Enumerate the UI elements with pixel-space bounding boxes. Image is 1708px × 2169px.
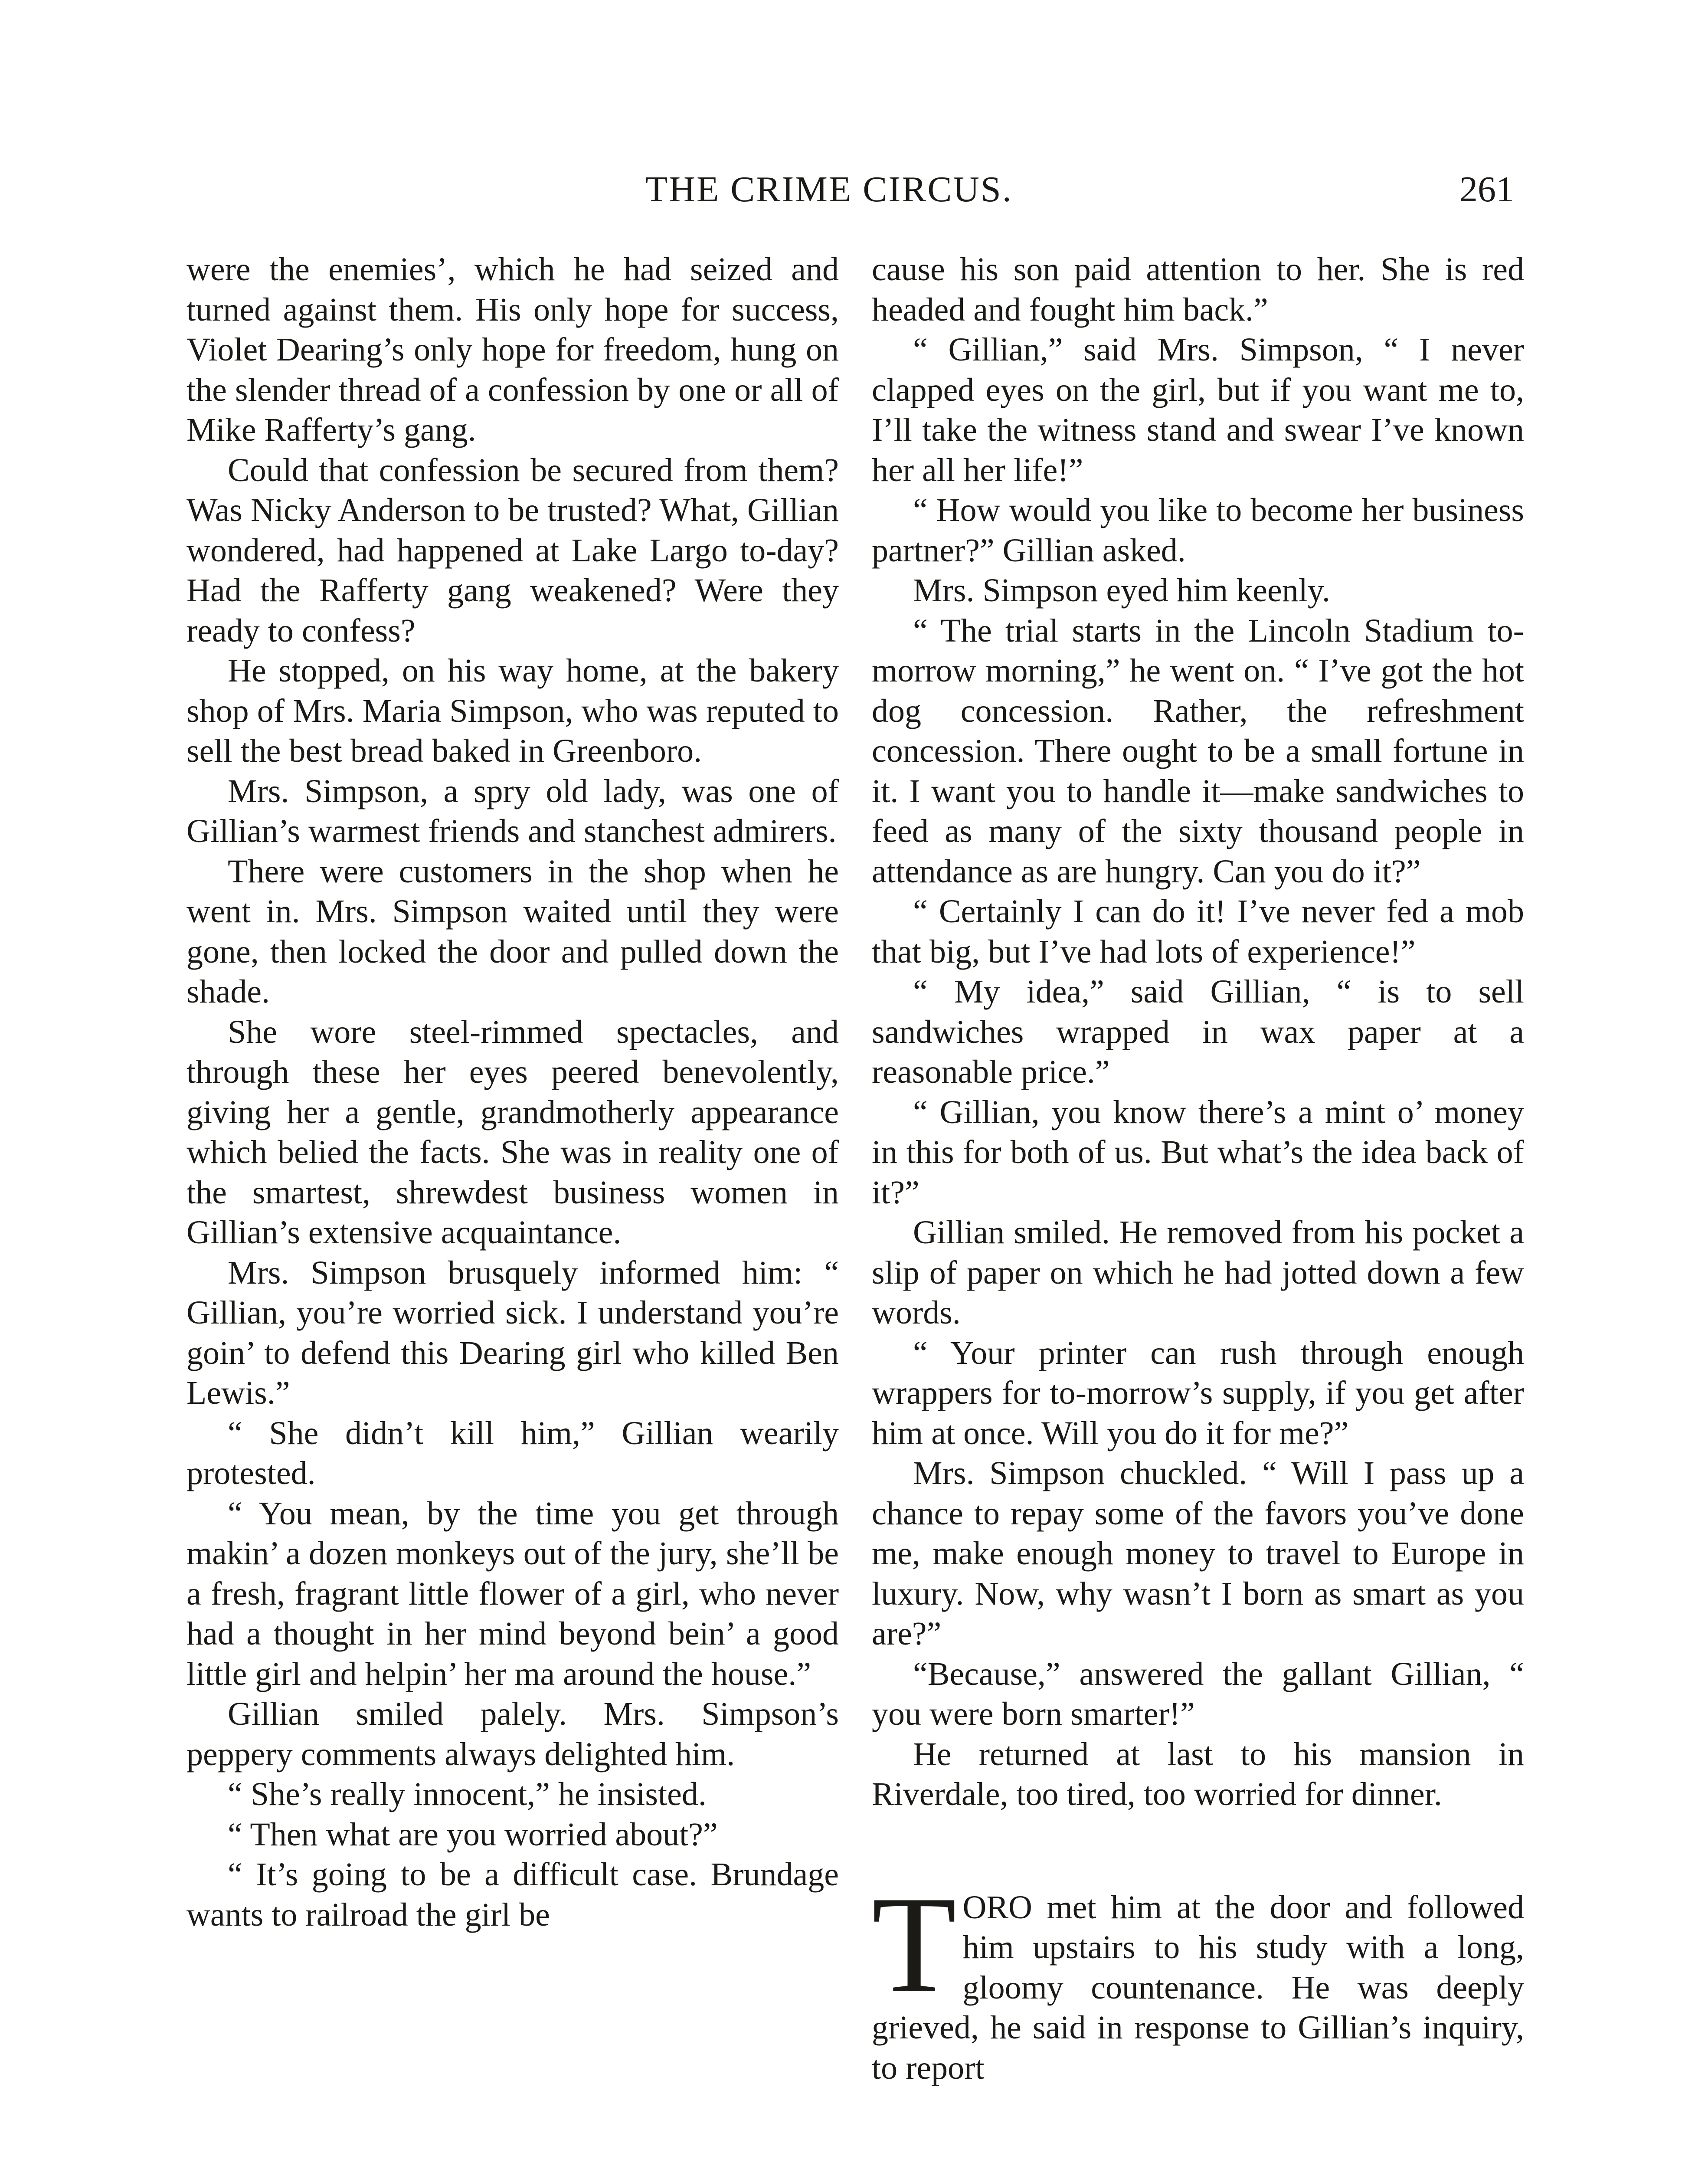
paragraph: He stopped, on his way home, at the bakery shop of Mrs. Maria Simpson, who was reputed to sell the best bread baked in Greenboro. — [187, 652, 839, 769]
running-title: THE CRIME CIRCUS. — [645, 169, 1013, 210]
drop-cap-paragraph — [872, 1868, 1524, 2088]
paragraph: cause his son paid attention to her. She is red headed and fought him back.” — [872, 251, 1524, 328]
paragraph: Gillian smiled. He removed from his pocket a slip of paper on which he had jotted down a few words. — [872, 1214, 1524, 1331]
paragraph: Mrs. Simpson brusquely informed him: “ Gillian, you’re worried sick. I understand you’re goin’ to defend this Dearing girl who killed Ben Lewis.” — [187, 1254, 839, 1411]
drop-cap: T — [872, 1868, 957, 2022]
drop-cap-paragraph-text: ORO met him at the door and followed him upstairs to his study with a long, gloomy countenance. He was deeply grieved, he said in response to Gillian’s inquiry, to report — [872, 1889, 1524, 2086]
paragraph: “ Your printer can rush through enough wrappers for to-morrow’s supply, if you get after him at once. Will you do it for me?” — [872, 1334, 1524, 1451]
paragraph: She wore steel-rimmed spectacles, and through these her eyes peered benevolently, giving her a gentle, grandmotherly appearance which belied the facts. She was in reality one of the smartest, shrewdest business women in Gillian’s extensive acquaintance. — [187, 1013, 839, 1251]
paragraph: Gillian smiled palely. Mrs. Simpson’s peppery comments always delighted him. — [187, 1696, 839, 1773]
paragraph: “ Certainly I can do it! I’ve never fed a mob that big, but I’ve had lots of experience!” — [872, 893, 1524, 970]
paragraph: “ Then what are you worried about?” — [228, 1816, 718, 1853]
right-column — [872, 249, 1524, 2088]
paragraph: “ It’s going to be a difficult case. Brundage wants to railroad the girl be — [187, 1856, 839, 1933]
paragraph: “ Gillian,” said Mrs. Simpson, “ I never clapped eyes on the girl, but if you want me to, I’ll take the witness stand and swear I’ve known her all her life!” — [872, 331, 1524, 488]
paragraph: “ She’s really innocent,” he insisted. — [228, 1776, 707, 1812]
paragraph: Mrs. Simpson eyed him keenly. — [913, 572, 1330, 609]
paragraph: “ She didn’t kill him,” Gillian wearily protested. — [187, 1415, 839, 1491]
paragraph: “ The trial starts in the Lincoln Stadium to-morrow morning,” he went on. “ I’ve got the hot dog concession. Rather, the refreshment concession. There ought to be a small fortune in it. I want you to handle it—make sandwiches to feed as many of the sixty thousand people in attendance as are hungry. Can you do it?” — [872, 612, 1524, 890]
paragraph: Mrs. Simpson chuckled. “ Will I pass up a chance to repay some of the favors you’ve done me, make enough money to travel to Europe in luxury. Now, why wasn’t I born as smart as you are?” — [872, 1455, 1524, 1652]
paragraph: “ How would you like to become her business partner?” Gillian asked. — [872, 492, 1524, 569]
page-number: 261 — [1459, 169, 1514, 210]
paragraph: He returned at last to his mansion in Riverdale, too tired, too worried for dinner. — [872, 1736, 1524, 1812]
paragraph: Could that confession be secured from them? Was Nicky Anderson to be trusted? What, Gillian wondered, had happened at Lake Largo to-day? Had the Rafferty gang weakened? Were they ready to confess? — [187, 452, 839, 649]
paragraph: Mrs. Simpson, a spry old lady, was one of Gillian’s warmest friends and stanchest admirers. — [187, 773, 839, 849]
paragraph: “ My idea,” said Gillian, “ is to sell sandwiches wrapped in wax paper at a reasonable price.” — [872, 973, 1524, 1090]
paragraph: “ Gillian, you know there’s a mint o’ money in this for both of us. But what’s the idea back of it?” — [872, 1094, 1524, 1211]
paragraph: were the enemies’, which he had seized and turned against them. His only hope for success, Violet Dearing’s only hope for freedom, hung on the slender thread of a confession by one or all of Mike Rafferty’s gang. — [187, 251, 839, 448]
left-column — [187, 249, 839, 1935]
paragraph: “Because,” answered the gallant Gillian, “ you were born smarter!” — [872, 1655, 1524, 1732]
paragraph: There were customers in the shop when he went in. Mrs. Simpson waited until they were gone, then locked the door and pulled down the shade. — [187, 853, 839, 1010]
paragraph: “ You mean, by the time you get through makin’ a dozen monkeys out of the jury, she’ll be a fresh, fragrant little flower of a girl, who never had a thought in her mind beyond bein’ a good little girl and helpin’ her ma around the house.” — [187, 1495, 839, 1692]
